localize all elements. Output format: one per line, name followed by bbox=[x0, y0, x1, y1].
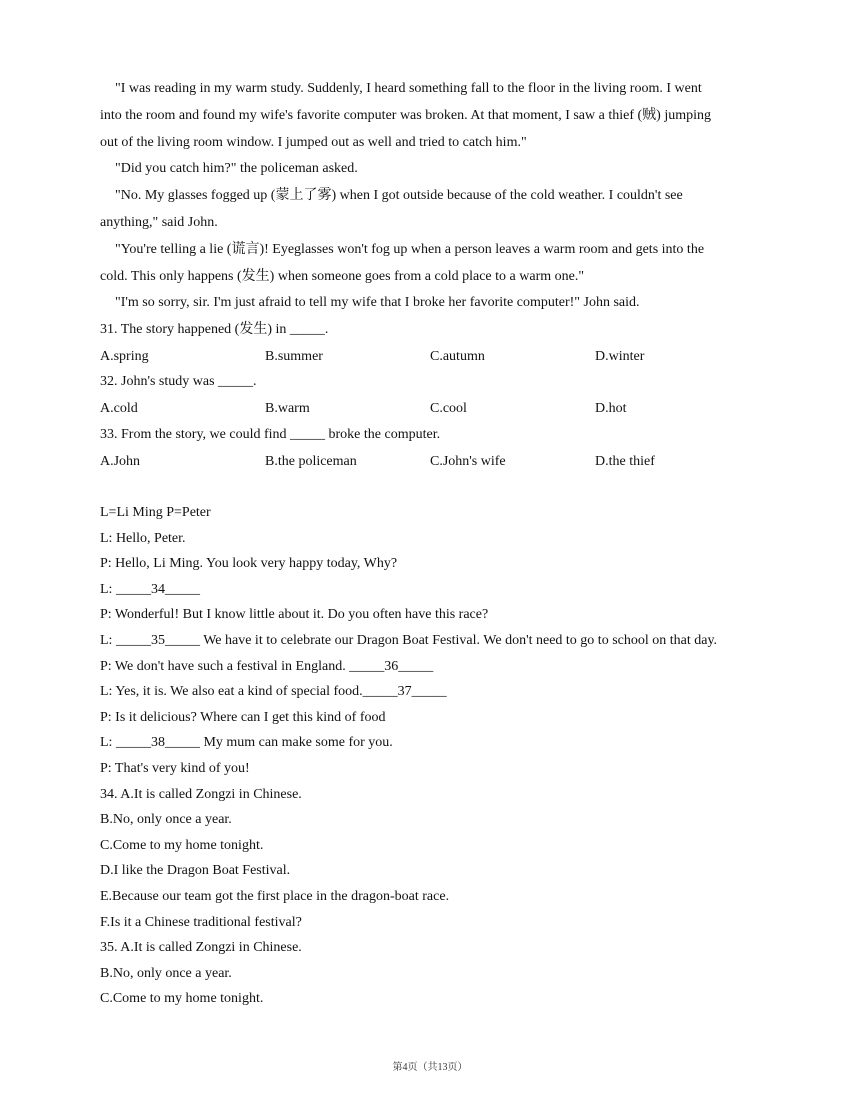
option-row bbox=[100, 396, 780, 422]
dialogue-line: L=Li Ming P=Peter bbox=[100, 505, 211, 521]
dialogue-line: L: _____35_____ We have it to celebrate our Dragon Boat Festival. We don't need to go to school on that day. bbox=[100, 633, 718, 649]
passage-line: out of the living room window. I jumped out as well and tried to catch him." bbox=[100, 134, 527, 150]
option-a: A.cold bbox=[100, 401, 138, 417]
passage-line: "You're telling a lie (谎言)! Eyeglasses won't fog up when a person leaves a warm room and gets into the bbox=[115, 241, 705, 257]
option-b: B.the policeman bbox=[265, 453, 357, 469]
option-c: C.autumn bbox=[430, 348, 485, 364]
page-footer: 第4页（共13页） bbox=[392, 1062, 468, 1073]
option-row bbox=[100, 449, 780, 475]
dialogue-line: L: _____38_____ My mum can make some for you. bbox=[100, 735, 393, 751]
option-a: A.spring bbox=[100, 348, 149, 364]
dialogue-line: P: That's very kind of you! bbox=[100, 761, 250, 776]
choice-line: D.I like the Dragon Boat Festival. bbox=[100, 863, 291, 879]
choice-line: E.Because our team got the first place in the dragon-boat race. bbox=[100, 888, 450, 904]
section-gap bbox=[100, 474, 780, 500]
option-c: C.cool bbox=[430, 401, 467, 417]
passage-line: "I was reading in my warm study. Suddenly, I heard something fall to the floor in the living room. I went bbox=[115, 81, 702, 96]
option-d: D.hot bbox=[595, 401, 627, 417]
answer-choices bbox=[100, 782, 780, 1012]
question-32 bbox=[100, 369, 780, 421]
question-stem: 31. The story happened (发生) in _____. bbox=[100, 322, 329, 338]
dialogue-line: L: Yes, it is. We also eat a kind of special food._____37_____ bbox=[100, 684, 447, 700]
passage-line: anything," said John. bbox=[100, 214, 218, 230]
choice-line: 35. A.It is called Zongzi in Chinese. bbox=[100, 940, 302, 956]
question-33 bbox=[100, 422, 780, 474]
option-a: A.John bbox=[100, 453, 141, 469]
choice-line: C.Come to my home tonight. bbox=[100, 837, 264, 853]
question-stem: 32. John's study was _____. bbox=[100, 374, 257, 390]
option-d: D.winter bbox=[595, 348, 645, 364]
dialogue-line: P: Hello, Li Ming. You look very happy today, Why? bbox=[100, 556, 398, 572]
passage-line: "No. My glasses fogged up (蒙上了雾) when I got outside because of the cold weather. I couldn't see bbox=[115, 188, 683, 204]
choice-line: B.No, only once a year. bbox=[100, 812, 232, 828]
passage-line: "I'm so sorry, sir. I'm just afraid to tell my wife that I broke her favorite computer!" John said. bbox=[115, 295, 640, 311]
passage-line: cold. This only happens (发生) when someone goes from a cold place to a warm one." bbox=[100, 268, 585, 284]
dialogue-line: L: Hello, Peter. bbox=[100, 530, 186, 546]
page-content bbox=[100, 76, 780, 1012]
passage-line: into the room and found my wife's favorite computer was broken. At that moment, I saw a thief (贼) jumping bbox=[100, 107, 711, 123]
option-b: B.warm bbox=[265, 401, 310, 417]
option-row bbox=[100, 344, 780, 370]
dialogue-line: P: Is it delicious? Where can I get this kind of food bbox=[100, 709, 386, 725]
question-stem: 33. From the story, we could find _____ broke the computer. bbox=[100, 426, 441, 442]
passage-line: "Did you catch him?" the policeman asked. bbox=[115, 161, 358, 177]
dialogue-line: P: We don't have such a festival in England. _____36_____ bbox=[100, 658, 434, 674]
dialogue-section bbox=[100, 500, 780, 782]
dialogue-line: L: _____34_____ bbox=[100, 581, 200, 597]
choice-line: B.No, only once a year. bbox=[100, 965, 232, 981]
choice-line: F.Is it a Chinese traditional festival? bbox=[100, 914, 302, 930]
option-d: D.the thief bbox=[595, 453, 655, 469]
question-31 bbox=[100, 317, 780, 369]
option-b: B.summer bbox=[265, 348, 323, 364]
reading-passage bbox=[100, 76, 780, 317]
option-c: C.John's wife bbox=[430, 453, 506, 469]
choice-line: C.Come to my home tonight. bbox=[100, 991, 264, 1007]
dialogue-line: P: Wonderful! But I know little about it. Do you often have this race? bbox=[100, 607, 489, 623]
choice-line: 34. A.It is called Zongzi in Chinese. bbox=[100, 786, 302, 802]
